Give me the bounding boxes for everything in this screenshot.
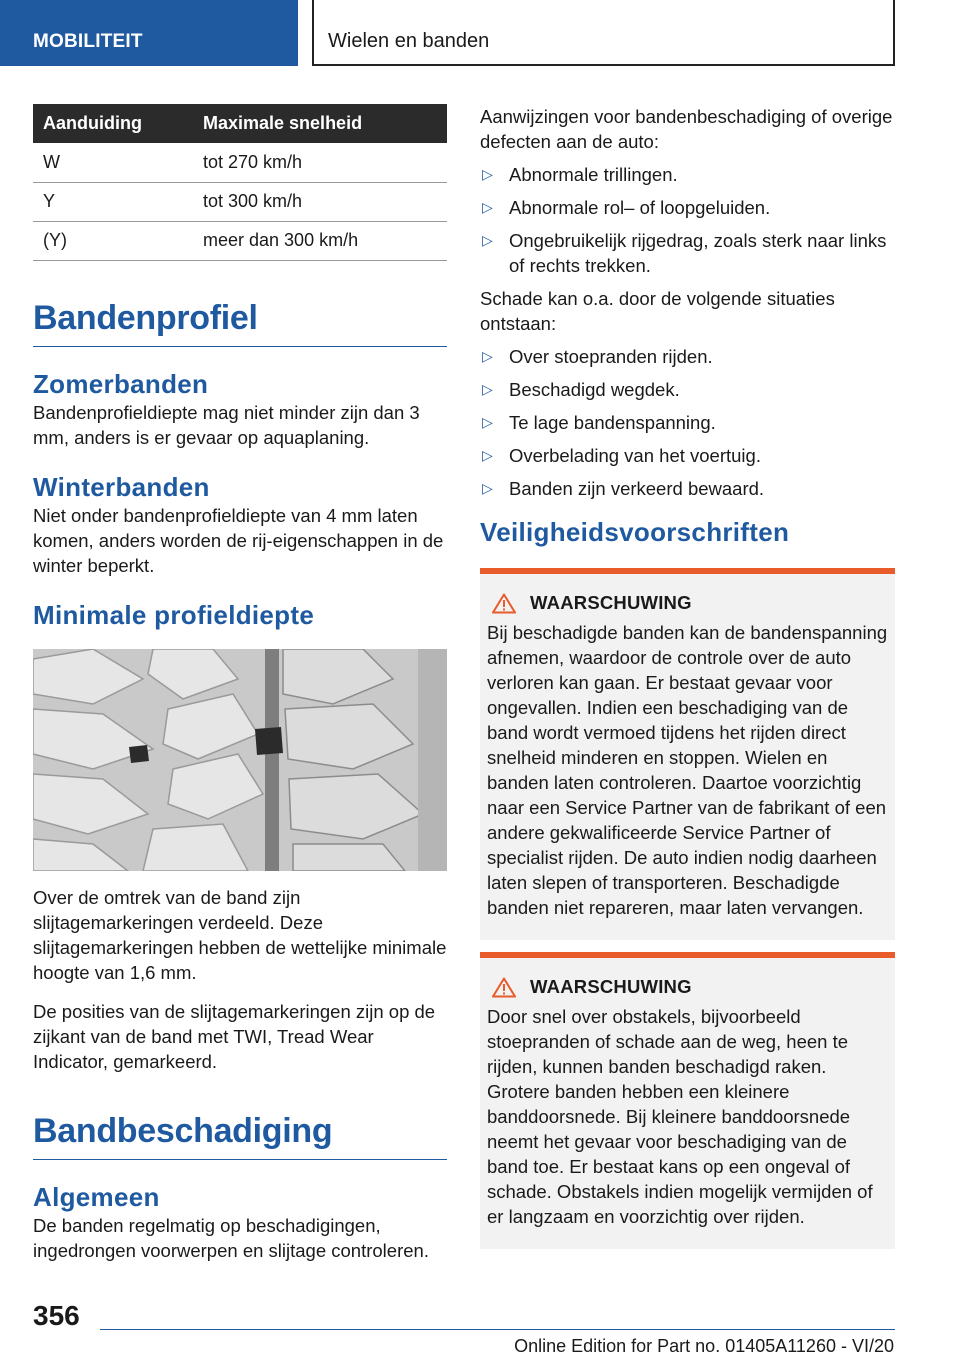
triangle-bullet-icon: ▷ bbox=[482, 447, 493, 463]
left-column bbox=[33, 104, 447, 1263]
causes-list bbox=[480, 344, 895, 501]
heading-general: Algemeen bbox=[33, 1181, 160, 1212]
heading-tyre-damage: Bandbeschadiging bbox=[33, 1112, 447, 1160]
table-row bbox=[33, 143, 447, 182]
chapter-title: Wielen en banden bbox=[328, 30, 490, 52]
list-item bbox=[480, 377, 895, 402]
warning-triangle-icon bbox=[492, 977, 516, 998]
list-item-text: Banden zijn verkeerd bewaard. bbox=[509, 478, 765, 499]
indications-intro: Aanwijzingen voor bandenbeschadiging of overige defecten aan de auto: bbox=[480, 106, 893, 152]
section-tab bbox=[0, 0, 298, 66]
column-header-designation: Aanduiding bbox=[33, 104, 193, 143]
list-item bbox=[480, 476, 895, 501]
list-item bbox=[480, 443, 895, 468]
section-title: MOBILITEIT bbox=[33, 31, 143, 52]
table-row bbox=[33, 182, 447, 221]
list-item-text: Beschadigd wegdek. bbox=[509, 379, 680, 400]
table-header-row bbox=[33, 104, 447, 143]
list-item bbox=[480, 344, 895, 369]
tread-wear-indicator-image bbox=[33, 649, 447, 871]
table-cell: meer dan 300 km/h bbox=[193, 221, 447, 260]
triangle-bullet-icon: ▷ bbox=[482, 414, 493, 430]
list-item-text: Te lage bandenspanning. bbox=[509, 412, 716, 433]
table-row bbox=[33, 221, 447, 260]
warning-header bbox=[487, 592, 888, 614]
list-item-text: Abnormale trillingen. bbox=[509, 164, 678, 185]
chapter-tab bbox=[312, 0, 895, 66]
list-item bbox=[480, 410, 895, 435]
speed-rating-table bbox=[33, 104, 447, 261]
triangle-bullet-icon: ▷ bbox=[482, 480, 493, 496]
triangle-bullet-icon: ▷ bbox=[482, 199, 493, 215]
heading-safety-rules: Veiligheidsvoorschriften bbox=[480, 517, 790, 547]
warning-title: WAARSCHUWING bbox=[530, 976, 692, 997]
triangle-bullet-icon: ▷ bbox=[482, 166, 493, 182]
table-cell: (Y) bbox=[33, 221, 193, 260]
list-item bbox=[480, 195, 895, 220]
heading-tread-profile: Bandenprofiel bbox=[33, 299, 447, 347]
table-cell: tot 300 km/h bbox=[193, 182, 447, 221]
table-cell: Y bbox=[33, 182, 193, 221]
list-item-text: Over stoepranden rijden. bbox=[509, 346, 713, 367]
twi-description: Over de omtrek van de band zijn slijtagemarkeringen verdeeld. Deze slijtagemarkeringen hebben de wettelijke minimale hoogte van 1,6 mm. bbox=[33, 886, 447, 983]
heading-min-tread-depth: Minimale profieldiepte bbox=[33, 599, 315, 630]
twi-positions-text: De posities van de slijtagemarkeringen zijn op de zijkant van de band met TWI, Tread Wear Indicator, gemarkeerd. bbox=[33, 1000, 436, 1072]
causes-intro: Schade kan o.a. door de volgende situaties ontstaan: bbox=[480, 288, 835, 334]
table-cell: tot 270 km/h bbox=[193, 143, 447, 182]
warning-box bbox=[480, 952, 895, 1249]
warning-box bbox=[480, 568, 895, 940]
page-number: 356 bbox=[33, 1300, 80, 1331]
list-item bbox=[480, 228, 895, 278]
list-item bbox=[480, 162, 895, 187]
footer-divider bbox=[100, 1329, 895, 1330]
column-header-max-speed: Maximale snelheid bbox=[193, 104, 447, 143]
list-item-text: Abnormale rol– of loopgeluiden. bbox=[509, 197, 771, 218]
warning-title: WAARSCHUWING bbox=[530, 592, 692, 613]
heading-summer-tyres: Zomerbanden bbox=[33, 368, 209, 399]
warning-text: Bij beschadigde banden kan de bandenspanning afnemen, waardoor de controle over de auto verloren kan gaan. Er bestaat gevaar voor ongevallen. Indien een beschadiging van de band wordt vermoed tijdens het rijden direct snelheid minderen en stoppen. Wielen en banden laten controleren. Daartoe voorzichtig naar een Service Partner van de fabrikant of een andere gekwalificeerde Service Partner of specialist rijden. De auto indien nodig daarheen laten slepen of transporteren. Beschadigde banden niet repareren, maar laten vervangen. bbox=[487, 622, 888, 918]
warning-text: Door snel over obstakels, bijvoorbeeld stoepranden of schade aan de weg, heen te rijden, kunnen banden beschadigd raken. Grotere banden hebben een kleinere banddoorsnede. Bij kleinere banddoorsnede neemt het gevaar voor beschadiging van de band toe. Er bestaat kans op een ongeval of schade. Obstakels indien mogelijk vermijden of er langzaam en voorzichtig over rijden. bbox=[487, 1006, 873, 1227]
triangle-bullet-icon: ▷ bbox=[482, 348, 493, 364]
table-cell: W bbox=[33, 143, 193, 182]
general-text: De banden regelmatig op beschadigingen, ingedrongen voorwerpen en slijtage controleren. bbox=[33, 1214, 429, 1261]
list-item-text: Overbelading van het voertuig. bbox=[509, 445, 761, 466]
edition-note: Online Edition for Part no. 01405A11260 - VI/20 bbox=[514, 1336, 894, 1356]
winter-tyres-text: Niet onder bandenprofieldiepte van 4 mm laten komen, anders worden de rij-eigenschappen in de winter beperkt. bbox=[33, 504, 444, 576]
indications-list bbox=[480, 162, 895, 278]
right-column bbox=[480, 104, 895, 1249]
list-item-text: Ongebruikelijk rijgedrag, zoals sterk naar links of rechts trekken. bbox=[509, 230, 887, 276]
triangle-bullet-icon: ▷ bbox=[482, 381, 493, 397]
warning-triangle-icon bbox=[492, 593, 516, 614]
warning-header bbox=[487, 976, 888, 998]
summer-tyres-text: Bandenprofieldiepte mag niet minder zijn dan 3 mm, anders is er gevaar op aquaplaning. bbox=[33, 401, 420, 448]
heading-winter-tyres: Winterbanden bbox=[33, 471, 210, 502]
triangle-bullet-icon: ▷ bbox=[482, 232, 493, 248]
